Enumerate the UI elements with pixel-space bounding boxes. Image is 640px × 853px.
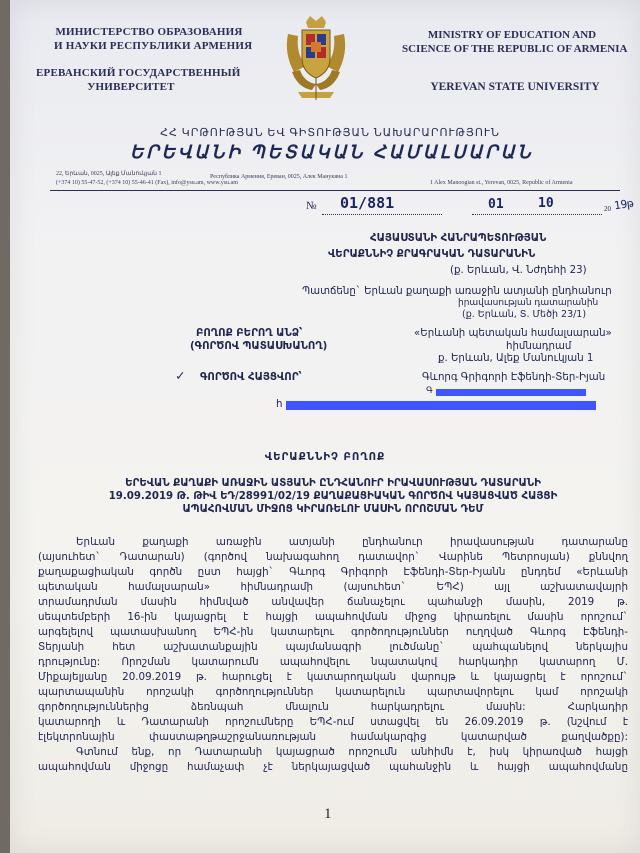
address-hy: 22, Երևան, 0025, Ալեք Մանուկյան 1 [56, 171, 162, 177]
reference-number: 01/881 [340, 194, 395, 212]
copy-recipient-line1: Պատճենը` Երևան քաղաքի առաջին ատյանի ընդհանուր [302, 286, 612, 297]
claimant-role: ԳՈՐԾՈՎ ՀԱՅՑՎՈՐ՝ [200, 372, 302, 383]
body-line: քաղաքացիական գործն ըստ հայցի` Գևորգ Գրիգորի Էֆենդի-Տեր-Իյանն ընդդեմ «Երևանի [38, 566, 628, 578]
claimant-partial-line1: Գ [426, 386, 433, 396]
hy-ministry: ՀՀ ԿՐԹՈՒԹՅԱՆ ԵՎ ԳԻՏՈՒԹՅԱՆ ՆԱԽԱՐԱՐՈՒԹՅՈՒՆ [160, 127, 500, 139]
body-line: ապահովման միջոցը համաչափ չէ ներկայացված պահանջին և հայցի ապահովմանը [38, 761, 628, 773]
appellant-name-line2: հիմնադրամ [506, 341, 572, 352]
ru-ministry [54, 25, 253, 53]
copy-recipient-line2: իրավասության դատարանին [458, 298, 599, 308]
court-name: ՀԱՅԱՍՏԱՆԻ ՀԱՆՐԱՊԵՏՈՒԹՅԱՆ [370, 233, 547, 244]
en-ministry-line1: MINISTRY OF EDUCATION AND [427, 29, 597, 41]
appellant-role-line1: ԲՈՂՈՔ ԲԵՐՈՂ ԱՆՁ՝ [196, 328, 303, 339]
court-type: ՎԵՐԱՔՆՆԻՉ ՔՐԱԳՐԱԿԱՆ ԴԱՏԱՐԱՆԻՆ [328, 249, 536, 260]
document-title: ՎԵՐԱՔՆՆԻՉ ԲՈՂՈՔ [264, 452, 386, 463]
body-line: Միքայելյանը 20.09.2019 թ. հարուցել է կատարողական վարույթ և կայացրել է որոշում` [38, 671, 628, 683]
court-address: (ք. Երևան, Վ. Նժդեհի 23) [450, 265, 587, 276]
en-university: YEREVAN STATE UNIVERSITY [430, 81, 600, 93]
reference-date-line [472, 214, 602, 215]
body-line: արգելելով պատասխանող ԵՊՀ-ին կատարելու գործողություններ ուղղված Գևորգ Էֆենդի- [38, 626, 628, 638]
en-ministry-line2: SCIENCE OF THE REPUBLIC OF ARMENIA [402, 43, 628, 55]
body-line: պետական համալսարան» հիմնադրամի (այսուհետ` ԵՊՀ) այլ աշխատավայրի [38, 581, 628, 593]
appellant-address: ք. Երևան, Ալեք Մանուկյան 1 [438, 353, 594, 364]
subject-line: 19.09.2019 Թ. ԹԻՎ ԵԴ/28991/02/19 ՔԱՂԱՔԱՑԻԱԿԱՆ ԳՈՐԾՈՎ ԿԱՅԱՑՎԱԾ ՀԱՅՑԻ [108, 491, 558, 502]
address-en: 1 Alex Manoogian st., Yerevan, 0025, Republic of Armenia [430, 180, 573, 186]
body-line: գործողություններից ձեռնպահ մնալուն հարկադրելու մասին: Հարկադիր [38, 701, 628, 713]
ru-ministry-line2: И НАУКИ РЕСПУБЛИКИ АРМЕНИЯ [54, 40, 253, 52]
document-page [10, 0, 640, 853]
body-line: Գտնում ենք, որ Դատարանի կայացրած որոշումն անհիմն է, իսկ կիրառված հայցի [76, 746, 628, 758]
body-line: տրամադրման մասին հիմնված անվավեր ճանաչելու պահանջի մասին, 2019 թ. [38, 596, 628, 608]
body-line: էլեկտրոնային փաստաթղթաշրջանառության համակարգից կատարված քաղվածքը): [38, 731, 628, 743]
redaction-bar [436, 389, 586, 396]
check-mark: ✓ [176, 368, 185, 384]
address-ru: Республика Армения, Ереван, 0025, Алек Манукяна 1 [210, 174, 348, 180]
reference-number-line [322, 214, 442, 215]
contacts: (+374 10) 55-47-52, (+374 10) 55-46-41 (Fax), info@ysu.am, www.ysu.am [56, 180, 238, 186]
hy-university: ԵՐԵՎԱՆԻ ՊԵՏԱԿԱՆ ՀԱՄԱԼՍԱՐԱՆ [130, 142, 534, 162]
appellant-role-line2: (ԳՈՐԾՈՎ ՊԱՏԱՍԽԱՆՈՂ) [190, 341, 328, 352]
body-line: Տերյանի հետ աշխատանքային պայմանագրի լուծմանը` պահպանելով ներկայիս [38, 641, 628, 653]
en-ministry [402, 28, 628, 56]
body-line: կատարողի և Դատարանի որոշումները ԵՊՀ-ում ստացվել են 26.09.2019 թ. (նշվում է [38, 716, 628, 728]
reference-month: 10 [538, 196, 554, 211]
armenia-coat-of-arms-emblem [282, 14, 350, 102]
reference-year-prefix: 20 [604, 205, 611, 213]
ru-ministry-line1: МИНИСТЕРСТВО ОБРАЗОВАНИЯ [55, 26, 243, 38]
ru-university-line2: УНИВЕРСИТЕТ [87, 81, 175, 93]
ru-university-line1: ЕРЕВАНСКИЙ ГОСУДАРСТВЕННЫЙ [36, 67, 241, 79]
claimant-partial-line2: հ [276, 399, 283, 410]
appellant-name-line1: «Երևանի պետական համալսարան» [414, 328, 612, 339]
reference-day: 01 [488, 197, 504, 212]
body-line: սեպտեմբերի 16-ին կայացրել է հայցի ապահովման միջոց կիրառելու մասին որոշում` [38, 611, 628, 623]
redaction-bar [286, 401, 596, 410]
copy-recipient-address: (ք. Երևան, Տ. Մեծի 23/1) [462, 309, 587, 320]
ru-university [36, 66, 241, 94]
body-line: պարտապանին որոշակի գործողություններ կատարելուն պարտավորելու կամ որոշակի [38, 686, 628, 698]
body-line: Երևան քաղաքի առաջին ատյանի ընդհանուր իրավասության դատարանը [76, 536, 628, 548]
reference-year-suffix: 19թ [613, 196, 635, 213]
body-line: (այսուհետ` Դատարան) (գործով նախագահող դատավոր` Վարինե Պետրոսյան) քննվող [38, 551, 628, 563]
page-number: 1 [324, 806, 332, 822]
claimant-name: Գևորգ Գրիգորի Էֆենդի-Տեր-Իյան [422, 372, 606, 383]
subject-line: ԵՐԵՎԱՆ ՔԱՂԱՔԻ ԱՌԱՋԻՆ ԱՏՅԱՆԻ ԸՆԴՀԱՆՈՒՐ ԻՐԱՎԱՍՈՒԹՅԱՆ ԴԱՏԱՐԱՆԻ [125, 478, 541, 489]
subject-line: ԱՊԱՀՈՎՄԱՆ ՄԻՋՈՑ ԿԻՐԱՌԵԼՈՒ ՄԱՍԻՆ ՈՐՈՇՄԱՆ ԴԵՄ [182, 504, 484, 515]
body-line: դրությունը: Որոշման կատարումն ապահովելու նպատակով հարկադիր կատարող Մ. [38, 656, 628, 668]
letterhead-divider [50, 190, 620, 191]
reference-no-label: № [306, 200, 317, 212]
